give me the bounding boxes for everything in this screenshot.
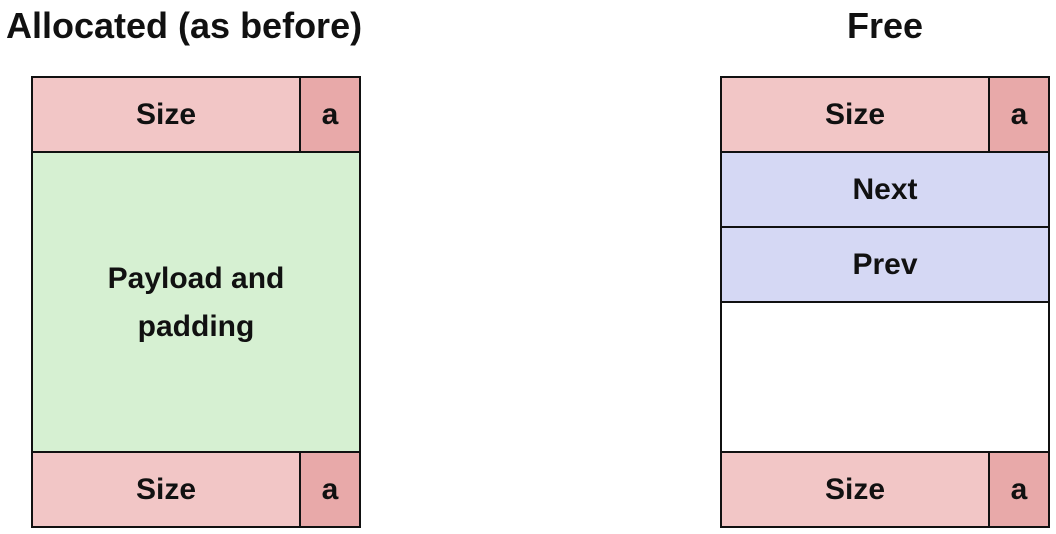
- free-footer-flag: a: [990, 453, 1048, 526]
- free-block: [720, 76, 1050, 528]
- allocated-block: [31, 76, 361, 528]
- free-title: Free: [846, 5, 924, 46]
- free-prev-pointer: Prev: [722, 228, 1048, 303]
- allocated-footer-flag: a: [301, 453, 359, 526]
- free-footer: [722, 451, 1048, 526]
- allocated-header: [33, 78, 359, 153]
- allocated-footer-size: Size: [33, 453, 301, 526]
- free-header-size: Size: [722, 78, 990, 151]
- allocated-header-flag: a: [301, 78, 359, 151]
- free-next-pointer: Next: [722, 153, 1048, 228]
- payload-label-line-1: Payload and: [107, 261, 285, 295]
- payload-label-line-2: padding: [137, 309, 255, 343]
- free-header: [722, 78, 1048, 153]
- allocated-footer: [33, 451, 359, 526]
- allocated-header-size: Size: [33, 78, 301, 151]
- allocated-title: Allocated (as before): [6, 5, 363, 46]
- free-header-flag: a: [990, 78, 1048, 151]
- free-footer-size: Size: [722, 453, 990, 526]
- allocated-payload: [33, 153, 359, 452]
- payload-label: [108, 255, 285, 351]
- free-unused-space: [722, 303, 1048, 452]
